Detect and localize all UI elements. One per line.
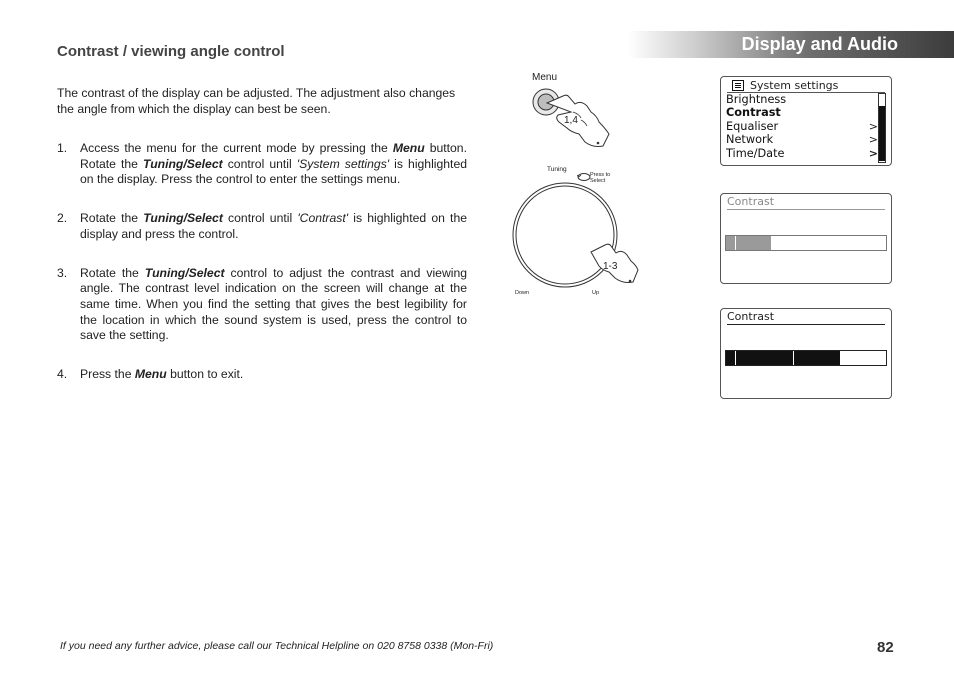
header-bar xyxy=(628,31,954,58)
lcd-scrollbar xyxy=(878,93,886,163)
lcd-title: Contrast xyxy=(727,310,775,323)
up-label: Up xyxy=(592,290,600,296)
chevron-right-icon: > xyxy=(868,133,878,146)
scrollbar-thumb xyxy=(879,106,885,161)
dial-inner-ring xyxy=(516,186,614,284)
lcd-contrast-low xyxy=(720,193,892,284)
menu-item-contrast: Contrast xyxy=(726,106,781,119)
step-4: 4. Press the Menu button to exit. xyxy=(57,367,244,382)
page-number: 82 xyxy=(877,639,894,656)
chevron-right-icon: > xyxy=(868,120,878,133)
page-title: Display and Audio xyxy=(741,34,898,54)
lcd-divider xyxy=(727,324,885,325)
select-label: Select xyxy=(590,178,606,184)
lcd-contrast-high xyxy=(720,308,892,399)
lcd-title: Contrast xyxy=(727,195,775,208)
intro-paragraph: The contrast of the display can be adjusted. The adjustment also changes the angle from which the display can best be seen. xyxy=(57,86,456,116)
section-heading: Contrast / viewing angle control xyxy=(57,43,285,60)
steps-list xyxy=(57,141,467,406)
press-to-label: Press to xyxy=(590,172,611,178)
lcd-divider xyxy=(727,209,885,210)
tuning-label: Tuning xyxy=(547,166,567,173)
menu-item-equaliser: Equaliser xyxy=(726,120,779,133)
helpline-note: If you need any further advice, please call our Technical Helpline on 020 8758 0338 (Mon-Fri) xyxy=(60,640,494,652)
menu-hand-outline xyxy=(547,95,609,146)
contrast-level-fill xyxy=(726,236,771,250)
contrast-level-bar xyxy=(725,350,887,366)
down-label: Down xyxy=(515,290,530,296)
menu-list-icon xyxy=(732,80,744,91)
step-2: 2. Rotate the Tuning/Select control until 'Contrast' is highlighted on the display and press the control. xyxy=(57,211,467,241)
lcd-system-settings xyxy=(720,76,892,166)
chevron-right-icon: > xyxy=(868,147,878,160)
menu-button-label: Menu xyxy=(532,72,558,83)
lcd-title: System settings xyxy=(750,79,839,92)
step-1: 1. Access the menu for the current mode by pressing the Menu button. Rotate the Tuning/Select control until 'System settings' is highlighted on the display. Press the control to enter the settings menu. xyxy=(57,141,467,187)
menu-item-time-date: Time/Date xyxy=(726,147,785,160)
contrast-level-bar xyxy=(725,235,887,251)
tuning-dial-icon xyxy=(505,180,645,295)
contrast-level-fill xyxy=(726,351,840,365)
menu-item-brightness: Brightness xyxy=(726,93,787,106)
step-3: 3. Rotate the Tuning/Select control to adjust the contrast and viewing angle. The contrast level indication on the screen will change at the same time. When you find the setting that gives the best legibility for the location in which the sound system is used, press the control to save the setting. xyxy=(57,265,468,343)
menu-item-network: Network xyxy=(726,133,774,146)
menu-step-label: 1,4 xyxy=(564,115,578,126)
dial-step-label: 1-3 xyxy=(603,261,618,272)
